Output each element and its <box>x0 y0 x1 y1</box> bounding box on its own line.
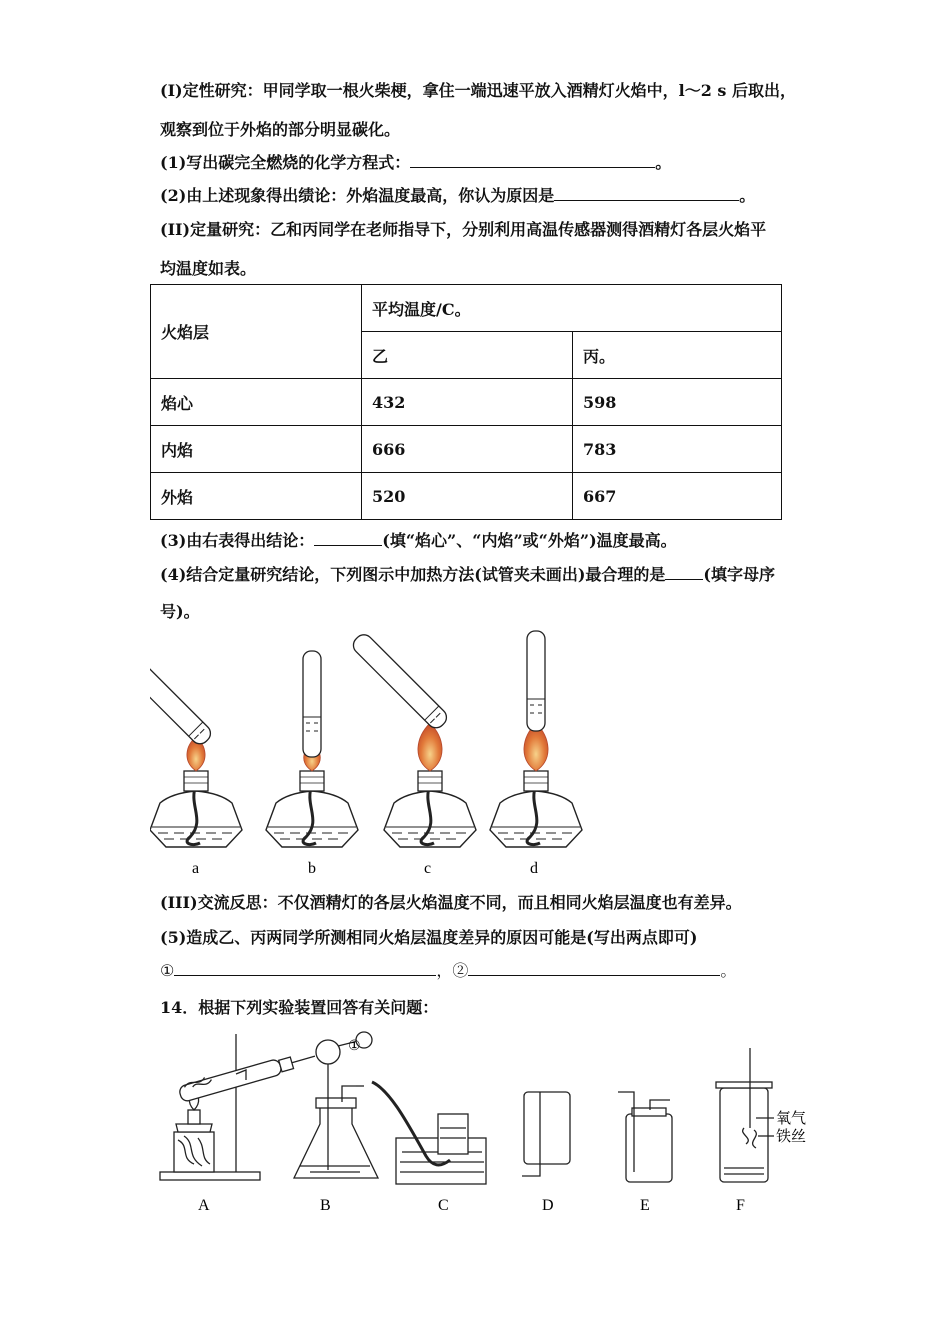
part2-intro-line2: 均温度如表。 <box>160 259 257 278</box>
cell-yi: 666 <box>362 426 573 473</box>
answer-mark-1: ① <box>160 961 175 980</box>
lamp-a <box>150 650 242 847</box>
callout-1: ① <box>348 1039 361 1054</box>
apparatus-figures <box>150 1028 830 1223</box>
apparatus-e <box>618 1092 672 1182</box>
table-row <box>151 426 782 473</box>
cell-layer: 外焰 <box>151 473 362 520</box>
cell-layer: 焰心 <box>151 379 362 426</box>
question-4-prefix: (4)结合定量研究结论，下列图示中加热方法(试管夹未画出)最合理的是 <box>160 565 666 584</box>
apparatus-label-c: C <box>438 1197 449 1214</box>
table-header-bing: 丙。 <box>573 332 782 379</box>
question-3-suffix: (填“焰心”、“内焰”或“外焰”)温度最高。 <box>382 531 677 550</box>
answer-blank-5b[interactable] <box>468 961 720 976</box>
apparatus-label-e: E <box>640 1197 650 1214</box>
question-1-text: (1)写出碳完全燃烧的化学方程式： <box>160 153 411 172</box>
answer-end: 。 <box>720 961 737 980</box>
question-1-end: 。 <box>655 153 672 172</box>
question-1 <box>160 150 671 173</box>
apparatus-label-d: D <box>542 1197 554 1214</box>
lamp-label-b: b <box>308 860 316 877</box>
answer-blank-1[interactable] <box>410 153 655 168</box>
label-iron-wire: 铁丝 <box>776 1127 807 1145</box>
lamp-label-a: a <box>192 860 200 877</box>
part1-intro-line1: (I)定性研究：甲同学取一根火柴梗，拿住一端迅速平放入酒精灯火焰中，l～2 s 后取出， <box>160 81 796 100</box>
lamp-d <box>490 631 582 847</box>
question-5-answers <box>160 958 736 981</box>
apparatus-d <box>522 1092 570 1176</box>
lamp-b <box>266 651 358 847</box>
answer-blank-3[interactable] <box>314 531 382 546</box>
question-14-title: 14．根据下列实验装置回答有关问题： <box>160 998 439 1017</box>
cell-yi: 520 <box>362 473 573 520</box>
apparatus-label-a: A <box>198 1197 210 1214</box>
temperature-table <box>150 284 782 520</box>
apparatus-f <box>716 1048 774 1182</box>
apparatus-c <box>372 1082 486 1184</box>
apparatus-label-f: F <box>736 1197 745 1214</box>
table-header-avg-temp: 平均温度/C。 <box>362 285 782 332</box>
answer-blank-2[interactable] <box>554 186 739 201</box>
part2-intro-line1: (II)定量研究：乙和丙同学在老师指导下，分别利用高温传感器测得酒精灯各层火焰平 <box>160 220 767 239</box>
apparatus-b <box>294 1032 378 1178</box>
question-3-prefix: (3)由右表得出结论： <box>160 531 315 550</box>
table-header-layer: 火焰层 <box>151 285 362 379</box>
question-4 <box>160 562 775 585</box>
lamp-label-c: c <box>424 860 432 877</box>
part3-intro: (III)交流反思：不仅酒精灯的各层火焰温度不同，而且相同火焰层温度也有差异。 <box>160 893 742 912</box>
question-4-suffix: (填字母序 <box>703 565 775 584</box>
cell-bing: 598 <box>573 379 782 426</box>
question-3 <box>160 528 677 551</box>
alcohol-lamp-figures <box>150 625 590 880</box>
cell-layer: 内焰 <box>151 426 362 473</box>
question-2 <box>160 183 755 206</box>
question-5: (5)造成乙、丙两同学所测相同火焰层温度差异的原因可能是(写出两点即可) <box>160 928 698 947</box>
table-row <box>151 473 782 520</box>
cell-bing: 783 <box>573 426 782 473</box>
apparatus-label-b: B <box>320 1197 331 1214</box>
lamp-label-d: d <box>530 860 538 877</box>
cell-yi: 432 <box>362 379 573 426</box>
question-2-end: 。 <box>739 186 756 205</box>
lamp-c <box>350 631 476 847</box>
answer-blank-4[interactable] <box>665 565 703 580</box>
answer-separator: ，② <box>436 961 469 980</box>
table-header-yi: 乙 <box>362 332 573 379</box>
answer-blank-5a[interactable] <box>174 961 436 976</box>
cell-bing: 667 <box>573 473 782 520</box>
apparatus-a <box>160 1034 317 1180</box>
part1-intro-line2: 观察到位于外焰的部分明显碳化。 <box>160 120 401 139</box>
table-row <box>151 379 782 426</box>
question-4-line2: 号)。 <box>160 602 200 621</box>
question-2-text: (2)由上述现象得出绩论：外焰温度最高，你认为原因是 <box>160 186 555 205</box>
label-oxygen: 氧气 <box>776 1109 807 1127</box>
